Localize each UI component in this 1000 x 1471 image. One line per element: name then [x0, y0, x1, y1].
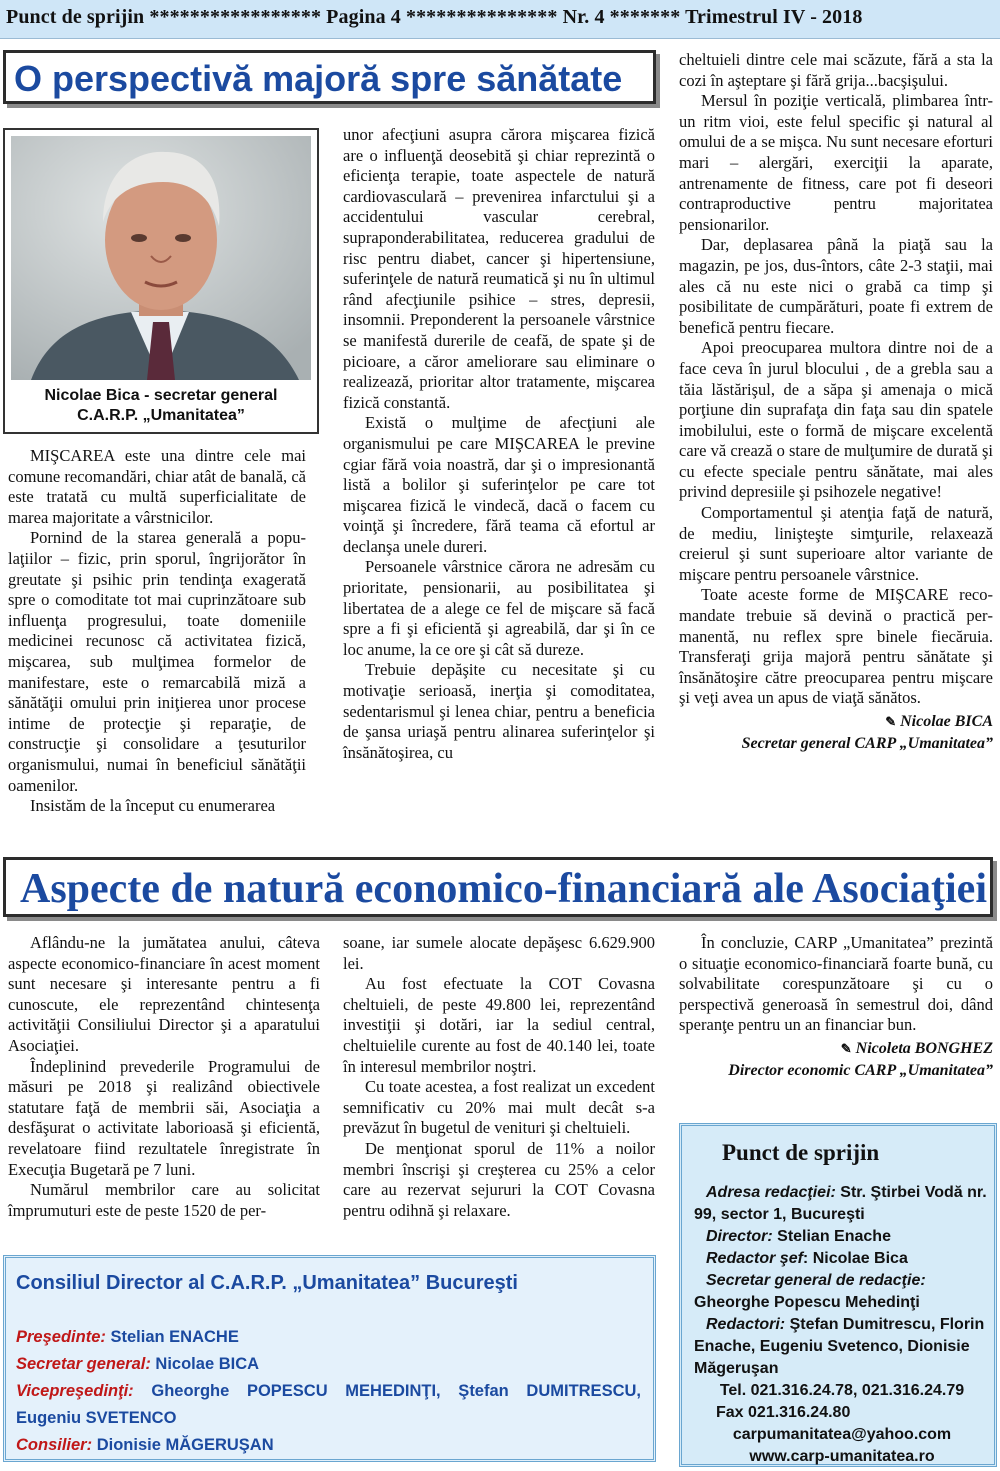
author-photo-frame — [3, 128, 319, 434]
council-box — [3, 1255, 656, 1462]
masthead-title: Punct de sprijin — [722, 1140, 880, 1165]
masthead-phone: Tel. 021.316.24.78, 021.316.24.79 — [719, 1382, 965, 1399]
masthead-secretary — [694, 1270, 990, 1314]
council-advisor — [16, 1432, 641, 1459]
article1-column2 — [343, 125, 655, 763]
article2-column2 — [343, 933, 655, 1221]
masthead-editors — [694, 1314, 990, 1380]
photo-caption-line1: Nicolae Bica - secretar general — [44, 387, 278, 404]
council-secretary — [16, 1351, 641, 1378]
article1-paragraph: Insistăm de la început cu enumerarea — [30, 796, 276, 816]
signature-title: Director economic CARP „Umanitatea” — [728, 1061, 993, 1079]
article1-paragraph: unor afecţiuni asupra cărora mişcarea fizică are o influenţă deosebită şi chiar reprezintă o eficienţa terapie, toate aspectele de natură cardiovasculară – prevenirea infarctului şi a accidentului vascular cerebral, supraponderabilitatea, reducerea gradului de risc pentru diabet, cancer şi hipertensiune, suferinţele de natură reumatică şi nu în ultimul rând afecţiunile psihice – stres, depresii, insomnii. Preponderent la persoanele vârstnice se manifestă durerile de ceafă, de spate şi de picioare, a căror ameliorare sau eliminare o realizează, prioritar altor tratamente, mişcarea fizică constantă. — [343, 125, 655, 412]
masthead-address — [694, 1182, 990, 1226]
article2-paragraph: Numărul membrilor care au solicitat împrumuturi este de peste 1520 de per- — [8, 1180, 320, 1220]
article2-column1 — [8, 933, 320, 1221]
masthead-email[interactable]: carpumanitatea@yahoo.com — [732, 1426, 952, 1443]
article1-paragraph: cheltuieli dintre cele mai scăzute, fără a sta la cozi în aşteptare şi fără grija...bacşişului. — [679, 50, 993, 90]
masthead-value: Str. Ştirbei Vodă nr. 99, sector 1, Bucureşti — [694, 1184, 987, 1223]
masthead-value: : Nicolae Bica — [802, 1250, 908, 1267]
council-members — [16, 1324, 641, 1459]
article1-paragraph: MIŞCAREA este una dintre cele mai comune recomandări, chiar atât de banală, că este tratată cu multă superficialitate de marea majoritate a vârstnicilor. — [8, 446, 306, 527]
masthead-details — [694, 1182, 990, 1468]
masthead-editor — [694, 1248, 990, 1270]
article2-paragraph: De menţionat sporul de 11% a noilor membri înscrişi şi creşterea cu 25% a celor care au rezervat sejururi la COT Covasna pentru odihnă şi relaxare. — [343, 1138, 655, 1220]
masthead-value: Ştefan Dumitrescu, Florin Enache, Eugeniu Svetenco, Dionisie Măgeruşan — [694, 1316, 985, 1377]
council-person: Nicolae BICA — [155, 1355, 260, 1373]
council-person: Gheorghe POPESCU MEHEDINŢI, Ştefan DUMITRESCU, Eugeniu SVETENCO — [16, 1382, 641, 1427]
article1-signature — [679, 711, 993, 755]
masthead-director — [694, 1226, 990, 1248]
pen-icon: ✎ — [840, 1040, 852, 1056]
signature-title: Secretar general CARP „Umanitatea” — [741, 735, 993, 752]
article2-signature — [679, 1038, 993, 1082]
council-person: Stelian ENACHE — [110, 1328, 239, 1346]
masthead-website[interactable]: www.carp-umanitatea.ro — [749, 1448, 935, 1465]
council-vice — [16, 1378, 641, 1432]
article1-paragraph: Comportamentul şi atenţia faţă de natură, de mediu, linişteşte simţurile, relaxează creierul şi sunt superioare altor variante de mişcare pentru persoanele vârstnice. — [679, 503, 993, 584]
council-role: Vicepreşedinţi: — [16, 1382, 134, 1400]
article1-paragraph: Pornind de la starea generală a populaţiilor – fizic, prin sporul, îngrijorător în greutate şi psihic prin tendinţa exagerată spre o comoditate tot mai cuprinzătoare sub influenţa progresului, toate domeniile medicinei recunosc că activitatea fizică, mişcarea, sub mulţimea formelor de manifestare, este o remarcabilă miză a sănătăţii omului prin iniţierea unor procese intime de protecţie şi reparaţie, de construcţie şi consolidare a ţesuturilor organismului, numai în beneficiul sănătăţii oamenilor. — [8, 528, 306, 795]
article2-paragraph: În concluzie, CARP „Umanitatea” prezintă o situaţie economico-financiară foarte bună, cu solvabilitate corespunzătoare şi cu o perspectivă generoasă în semestrul doi, dând speranţe pentru un an financiar bun. — [679, 933, 993, 1035]
masthead-label: Secretar general de redacţie: — [706, 1272, 926, 1289]
article2-paragraph: Îndeplinind prevederile Programului de măsuri pe 2018 şi realizând obiectivele statutare faţă de membrii săi, Asociaţia a desfăşurat o activitate laborioasă şi eficientă, revelatoare fiind rezultatele înregistrate în Execuţia Bugetară pe 7 luni. — [8, 1056, 320, 1179]
article1-paragraph: Apoi preocuparea multora dintre noi de a face ceva în jurul blocului , de a grebla sau a tăia lăstărişul, de a săpa şi amenaja o mică porţiune din suprafaţa din faţa sau din spatele imobilului, este o formă de mişcare excelentă care vă crează o stare de mulţumire de durată şi cu efecte speciale pentru sănătate, mai ales privind depresiile şi psihozele negative! — [679, 338, 993, 502]
article2-paragraph: Au fost efectuate la COT Covasna cheltuieli, de peste 49.800 lei, reprezentând investiţii şi dotări, iar la sediul central, cheltuielile curente au fost de 40.140 lei, toate în interesul membrilor noştri. — [343, 974, 655, 1076]
masthead-fax: Fax 021.316.24.80 — [716, 1404, 851, 1421]
masthead-value: Stelian Enache — [777, 1228, 891, 1245]
article1-paragraph: Persoanele vârstnice cărora ne adresăm cu prioritate, pensionarii, au posibilitatea şi libertatea de a alege ce fel de mişcare să facă spre a fi şi eficientă şi agreabilă, dar şi în ce loc anume, la ce ore şi cât să dureze. — [343, 557, 655, 659]
council-role: Secretar general: — [16, 1355, 151, 1373]
council-person: Dionisie MĂGERUŞAN — [96, 1436, 274, 1454]
article2-title: Aspecte de natură economico-financiară ale Asociaţiei — [3, 857, 993, 917]
masthead-label: Director: — [706, 1228, 773, 1245]
council-role: Consilier: — [16, 1436, 93, 1454]
signature-name: Nicoleta BONGHEZ — [855, 1039, 993, 1057]
masthead-box — [679, 1123, 997, 1467]
article1-paragraph: Mersul în poziţie verticală, plimbarea într-un ritm vioi, este felul specific şi natural al omului de a se mişca. Nu sunt necesare eforturi mari – alergări, exerciţii la aparate, antrenamente de fitness, care pot fi deseori contraproductive pentru majoritatea pensionarilor. — [679, 91, 993, 234]
page-header-text: Punct de sprijin ***************** Pagina 4 *************** Nr. 4 ******* Trimestrul IV - 2018 — [6, 6, 863, 28]
masthead-value: Gheorghe Popescu Mehedinţi — [694, 1294, 920, 1311]
council-role: Preşedinte: — [16, 1328, 106, 1346]
article1-title: O perspectivă majoră spre sănătate — [3, 50, 656, 104]
author-portrait-image — [11, 136, 311, 380]
article1-column1 — [8, 446, 306, 817]
page-header-bar — [0, 0, 1000, 39]
article1-column3 — [679, 50, 993, 755]
article1-paragraph: Toate aceste forme de MIŞCARE recomandate trebuie să devină o practică permanentă, nu reflex spre binele fiecăruia. Transferaţi grija majoră pentru sănătate şi însănătoşire către preocuparea pentru mişcare şi veţi avea un apus de viaţă sănătos. — [679, 585, 993, 708]
signature-name: Nicolae BICA — [900, 713, 993, 730]
masthead-label: Redactori: — [706, 1316, 786, 1333]
council-title: Consiliul Director al C.A.R.P. „Umanitatea” Bucureşti — [16, 1272, 518, 1294]
article1-paragraph: Există o mulţime de afecţiuni ale organismului pe care MIŞCAREA le previne cgiar fără voia noastră, dar şi o impresionantă listă a bolilor şi suferinţelor pe care tot mişcarea fizică le vindecă, dacă o facem cu voinţă şi încredere, fără teama că efortul ar declanşa unele dureri. — [343, 413, 655, 556]
pen-icon: ✎ — [885, 714, 897, 729]
masthead-label: Adresa redacţiei: — [706, 1184, 836, 1201]
article1-paragraph: Dar, deplasarea până la piaţă sau la magazin, pe jos, dus-întors, câte 2-3 staţii, mai ales că nu este nici o grabă ca timp şi posibilitate de cumpărături, poate fi extrem de benefică pentru fiecare. — [679, 235, 993, 337]
photo-caption — [5, 386, 317, 426]
council-president — [16, 1324, 641, 1351]
article1-paragraph: Trebuie depăşite cu necesitate şi cu motivaţie serioasă, inerţia şi comoditatea, sedentarismul şi lenea chiar, pentru a beneficia de şansa uriaşă pentru alinarea suferinţelor şi însănătoşirea, cu — [343, 660, 655, 762]
article2-paragraph: soane, iar sumele alocate depăşesc 6.629.900 lei. — [343, 933, 655, 973]
article2-column3 — [679, 933, 993, 1082]
article2-paragraph: Aflându-ne la jumătatea anului, câteva aspecte economico-financiare în acest moment sunt necesare şi interesante pentru a fi cunoscute, ele reprezentând chintesenţa activităţii Consiliului Director şi a aparatului Asociaţiei. — [8, 933, 320, 1055]
article2-paragraph: Cu toate acestea, a fost realizat un excedent semnificativ cu 20% mai mult decât s-a prevăzut în bugetul de venituri şi cheltuieli. — [343, 1077, 655, 1138]
photo-caption-line2: C.A.R.P. „Umanitatea” — [77, 407, 245, 424]
masthead-label: Redactor şef — [706, 1250, 803, 1267]
